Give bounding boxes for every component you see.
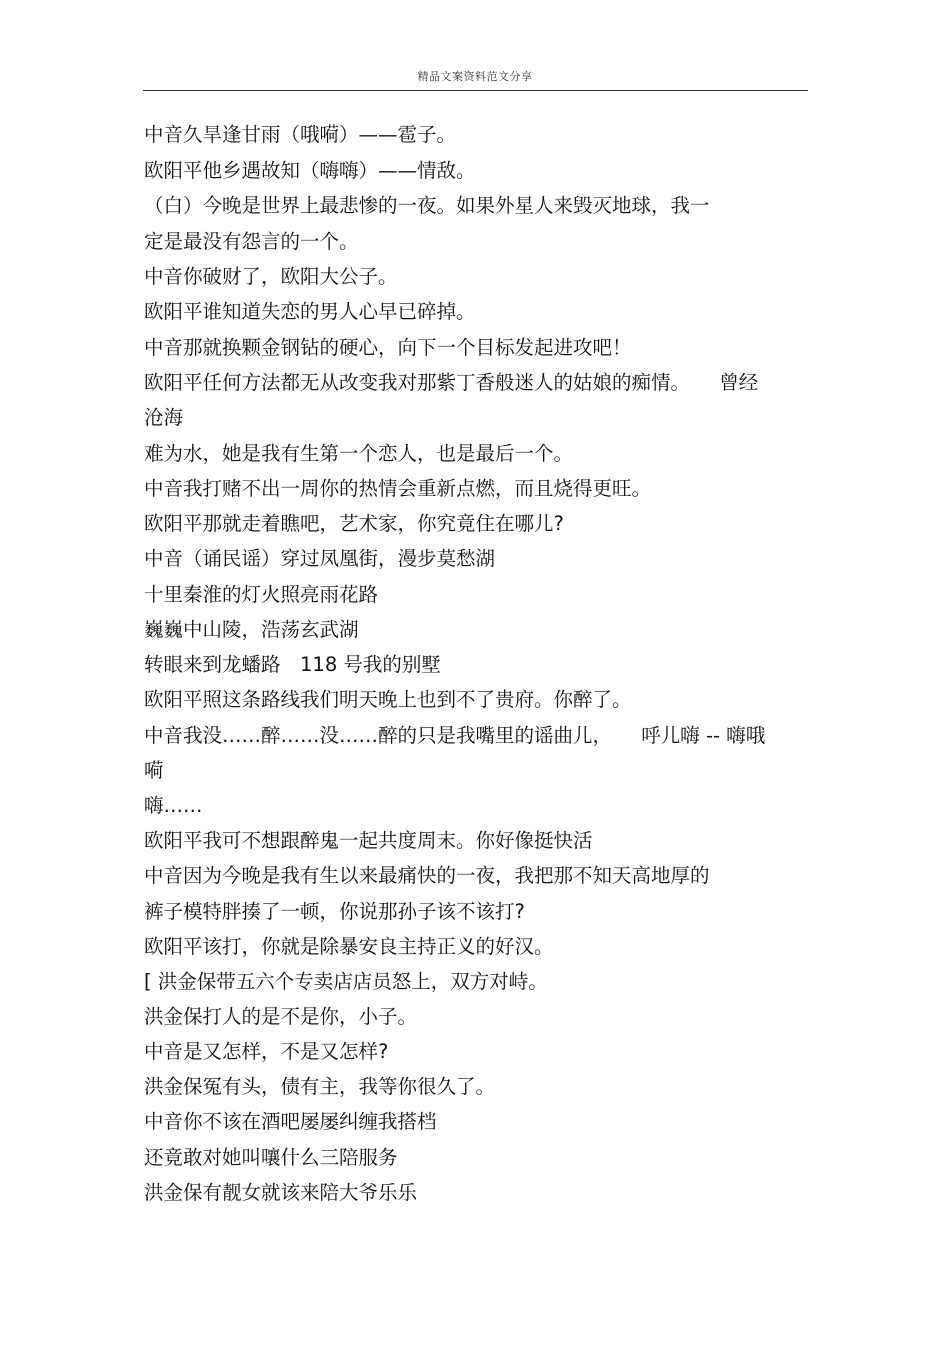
text-line: 中音你不该在酒吧屡屡纠缠我搭档	[144, 1110, 437, 1133]
text-line: 中音你破财了，欧阳大公子。	[144, 265, 398, 288]
text-line: 裤子模特胖揍了一顿，你说那孙子该不该打?	[144, 900, 525, 923]
text-line: 欧阳平照这条路线我们明天晚上也到不了贵府。你醉了。	[144, 688, 632, 711]
text-line: 难为水，她是我有生第一个恋人，也是最后一个。	[144, 442, 574, 465]
text-line: [ 洪金保带五六个专卖店店员怒上，双方对峙。	[144, 970, 548, 993]
text-line: 还竟敢对她叫嚷什么三陪服务	[144, 1146, 398, 1169]
text-line: 嗨……	[144, 794, 203, 817]
text-line: 欧阳平该打，你就是除暴安良主持正义的好汉。	[144, 935, 554, 958]
text-line: 巍巍中山陵，浩荡玄武湖	[144, 618, 359, 641]
text-line: 嗬	[144, 759, 164, 782]
text-line: 洪金保打人的是不是你，小子。	[144, 1005, 418, 1028]
text-line: 十里秦淮的灯火照亮雨花路	[144, 583, 379, 606]
text-line: 欧阳平谁知道失恋的男人心早已碎掉。	[144, 300, 476, 323]
text-line: 欧阳平那就走着瞧吧，艺术家，你究竟住在哪儿?	[144, 512, 564, 535]
text-line: 洪金保有靓女就该来陪大爷乐乐	[144, 1181, 418, 1204]
text-line: （白）今晚是世界上最悲惨的一夜。如果外星人来毁灭地球，我一	[144, 194, 710, 217]
text-line: 洪金保冤有头，债有主，我等你很久了。	[144, 1075, 496, 1098]
text-line: 定是最没有怨言的一个。	[144, 230, 359, 253]
text-line: 中音那就换颗金钢钻的硬心，向下一个目标发起进攻吧！	[144, 336, 632, 359]
text-line: 中音因为今晚是我有生以来最痛快的一夜，我把那不知天高地厚的	[144, 864, 710, 887]
header-divider	[143, 90, 808, 91]
text-line: 中音我没……醉……没……醉的只是我嘴里的谣曲儿， 呼儿嗨 -- 嗨哦	[144, 724, 766, 747]
text-line: 转眼来到龙蟠路 118 号我的别墅	[144, 653, 441, 676]
page-header: 精品文案资料范文分享	[417, 70, 533, 83]
text-line: 中音是又怎样，不是又怎样?	[144, 1040, 389, 1063]
text-line: 沧海	[144, 406, 184, 429]
text-line: 中音（诵民谣）穿过凤凰街，漫步莫愁湖	[144, 547, 496, 570]
text-line: 欧阳平他乡遇故知（嗨嗨）——情敌。	[144, 159, 476, 182]
text-line: 中音久旱逢甘雨（哦嗬）——雹子。	[144, 123, 457, 146]
text-line: 欧阳平我可不想跟醉鬼一起共度周末。你好像挺快活	[144, 829, 593, 852]
text-line: 欧阳平任何方法都无从改变我对那紫丁香般迷人的姑娘的痴情。 曾经	[144, 371, 759, 394]
text-line: 中音我打赌不出一周你的热情会重新点燃，而且烧得更旺。	[144, 477, 652, 500]
